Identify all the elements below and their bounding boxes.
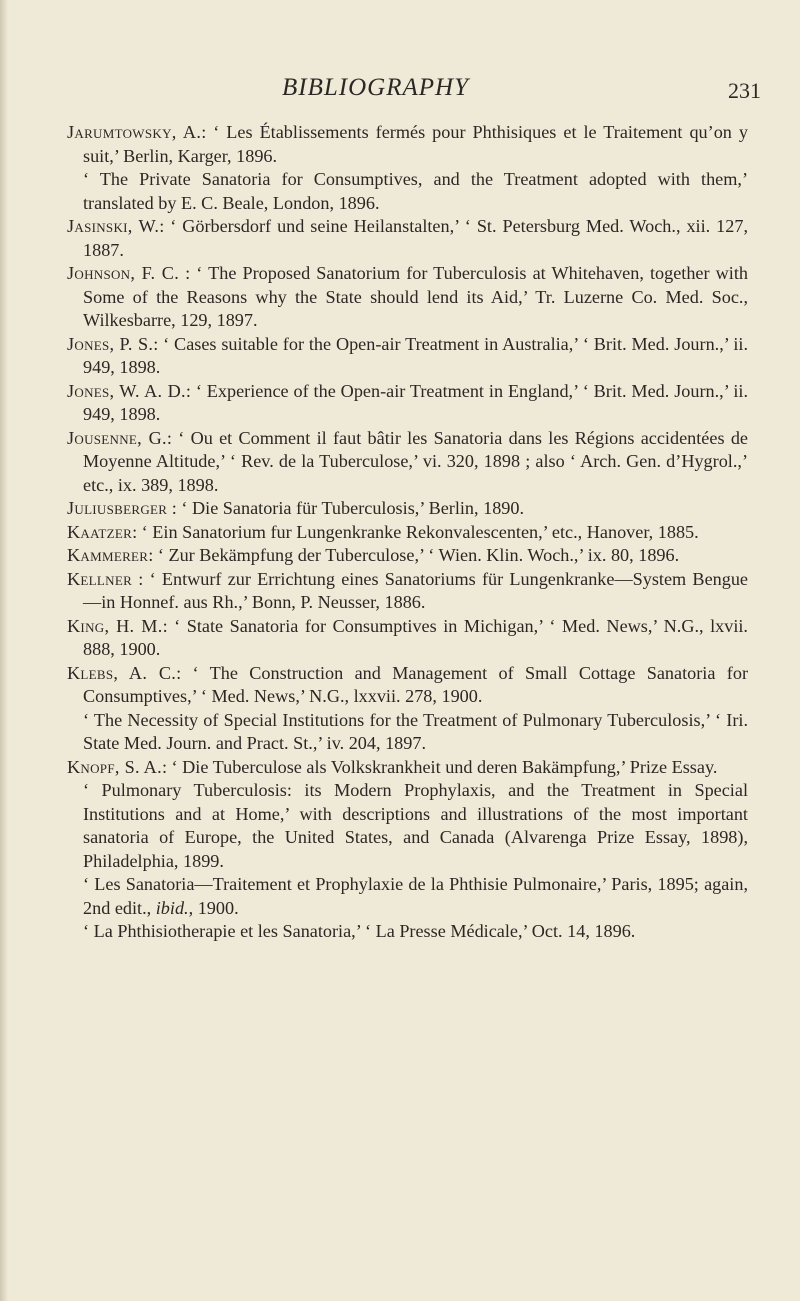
bibliography-entry (67, 544, 748, 568)
bibliography-entry (67, 920, 748, 944)
entry-text: : ‘ Ein Sanatorium fur Lungenkranke Rekonvalescenten,’ etc., Hanover, 1885. (132, 521, 699, 542)
entry-text: : ‘ The Proposed Sanatorium for Tuberculosis at Whitehaven, together with Some of the Reasons why the State should lend its Aid,’ Tr. Luzerne Co. Med. Soc., Wilkesbarre, 129, 1897. (83, 263, 748, 330)
entry-text: : ‘ Die Sanatoria für Tuberculosis,’ Berlin, 1890. (167, 498, 525, 518)
entry-author: Jasinski, W. (67, 216, 160, 236)
bibliography-entry (67, 873, 748, 920)
bibliography-entry (67, 779, 748, 873)
entry-text: : ‘ State Sanatoria for Consumptives in Michigan,’ ‘ Med. News,’ N.G., lxvii. 888, 1900. (83, 615, 748, 659)
entry-author: Johnson, F. C. (67, 263, 180, 283)
entry-text: ‘ The Necessity of Special Institutions for the Treatment of Pulmonary Tuberculosis,’ ‘ Iri. State Med. Journ. and Pract. St.,’ iv. 204, 1897. (83, 709, 748, 753)
bibliography-entry (67, 521, 748, 545)
entry-author: Juliusberger (67, 498, 168, 518)
bibliography-list (67, 121, 748, 944)
entry-author: Jones, P. S. (67, 333, 154, 354)
bibliography-entry (67, 427, 748, 498)
bibliography-entry (67, 756, 748, 780)
entry-text: : ‘ Experience of the Open-air Treatment in England,’ ‘ Brit. Med. Journ.,’ ii. 949, 1898. (83, 380, 748, 424)
entry-author: Jarumtowsky, A. (67, 122, 202, 142)
running-head-title: BIBLIOGRAPHY (282, 74, 469, 101)
entry-text: : ‘ Die Tuberculose als Volkskrankheit und deren Bakämpfung,’ Prize Essay. (161, 756, 718, 777)
bibliography-entry (67, 121, 748, 168)
entry-text: ‘ Pulmonary Tuberculosis: its Modern Prophylaxis, and the Treatment in Special Institutions and at Home,’ with descriptions and illustrations of the most important sanatoria of Europe, the United States, and Canada (Alvarenga Prize Essay, 1898), Philadelphia, 1899. (83, 780, 748, 871)
entry-text: ‘ La Phthisiotherapie et les Sanatoria,’ ‘ La Presse Médicale,’ Oct. 14, 1896. (83, 921, 636, 941)
entry-text: : ‘ Les Établissements fermés pour Phthisiques et le Traitement qu’on y suit,’ Berlin, Karger, 1896. (83, 122, 748, 166)
bibliography-entry (67, 615, 748, 662)
bibliography-entry (67, 662, 748, 709)
entry-author: Kammerer (67, 545, 149, 565)
bibliography-entry (67, 380, 748, 427)
entry-text: : ‘ Entwurf zur Errichtung eines Sanatoriums für Lungenkranke—System Bengue—in Honnef. aus Rh.,’ Bonn, P. Neusser, 1886. (83, 568, 748, 612)
entry-text-tail: , 1900. (188, 897, 239, 918)
page-binding-shadow (0, 0, 8, 1301)
page-number: 231 (728, 78, 761, 103)
entry-author: Jousenne, G. (67, 427, 167, 448)
running-head (0, 72, 800, 112)
entry-text: : ‘ Zur Bekämpfung der Tuberculose,’ ‘ Wien. Klin. Woch.,’ ix. 80, 1896. (148, 545, 680, 565)
bibliography-entry (67, 333, 748, 380)
entry-author: Kellner (67, 568, 133, 589)
entry-text: ‘ Les Sanatoria—Traitement et Prophylaxie de la Phthisie Pulmonaire,’ Paris, 1895; again, 2nd edit., (83, 874, 748, 918)
entry-author: Knopf, S. A. (67, 756, 162, 777)
bibliography-entry (67, 168, 748, 215)
entry-author: Jones, W. A. D. (67, 380, 186, 401)
entry-text: : ‘ Ou et Comment il faut bâtir les Sanatoria dans les Régions accidentées de Moyenne Altitude,’ ‘ Rev. de la Tuberculose,’ vi. 320, 1898 ; also ‘ Arch. Gen. d’Hygrol.,’ etc., ix. 389, 1898. (83, 427, 748, 495)
entry-author: Klebs, A. C. (67, 662, 177, 683)
entry-text: : ‘ The Construction and Management of Small Cottage Sanatoria for Consumptives,’ ‘ Med. News,’ N.G., lxxvii. 278, 1900. (83, 662, 748, 706)
bibliography-entry (67, 262, 748, 333)
entry-author: King, H. M. (67, 615, 163, 636)
bibliography-entry (67, 568, 748, 615)
entry-text: : ‘ Cases suitable for the Open-air Treatment in Australia,’ ‘ Brit. Med. Journ.,’ ii. 949, 1898. (83, 333, 748, 377)
entry-text: ‘ The Private Sanatoria for Consumptives, and the Treatment adopted with them,’ translated by E. C. Beale, London, 1896. (83, 169, 748, 213)
bibliography-entry (67, 215, 748, 262)
bibliography-entry (67, 709, 748, 756)
entry-author: Kaatzer (67, 521, 133, 542)
entry-text: : ‘ Görbersdorf und seine Heilanstalten,’ ‘ St. Petersburg Med. Woch., xii. 127, 1887. (83, 216, 748, 260)
bibliography-entry (67, 497, 748, 521)
entry-italic-ibid: ibid. (155, 897, 189, 918)
